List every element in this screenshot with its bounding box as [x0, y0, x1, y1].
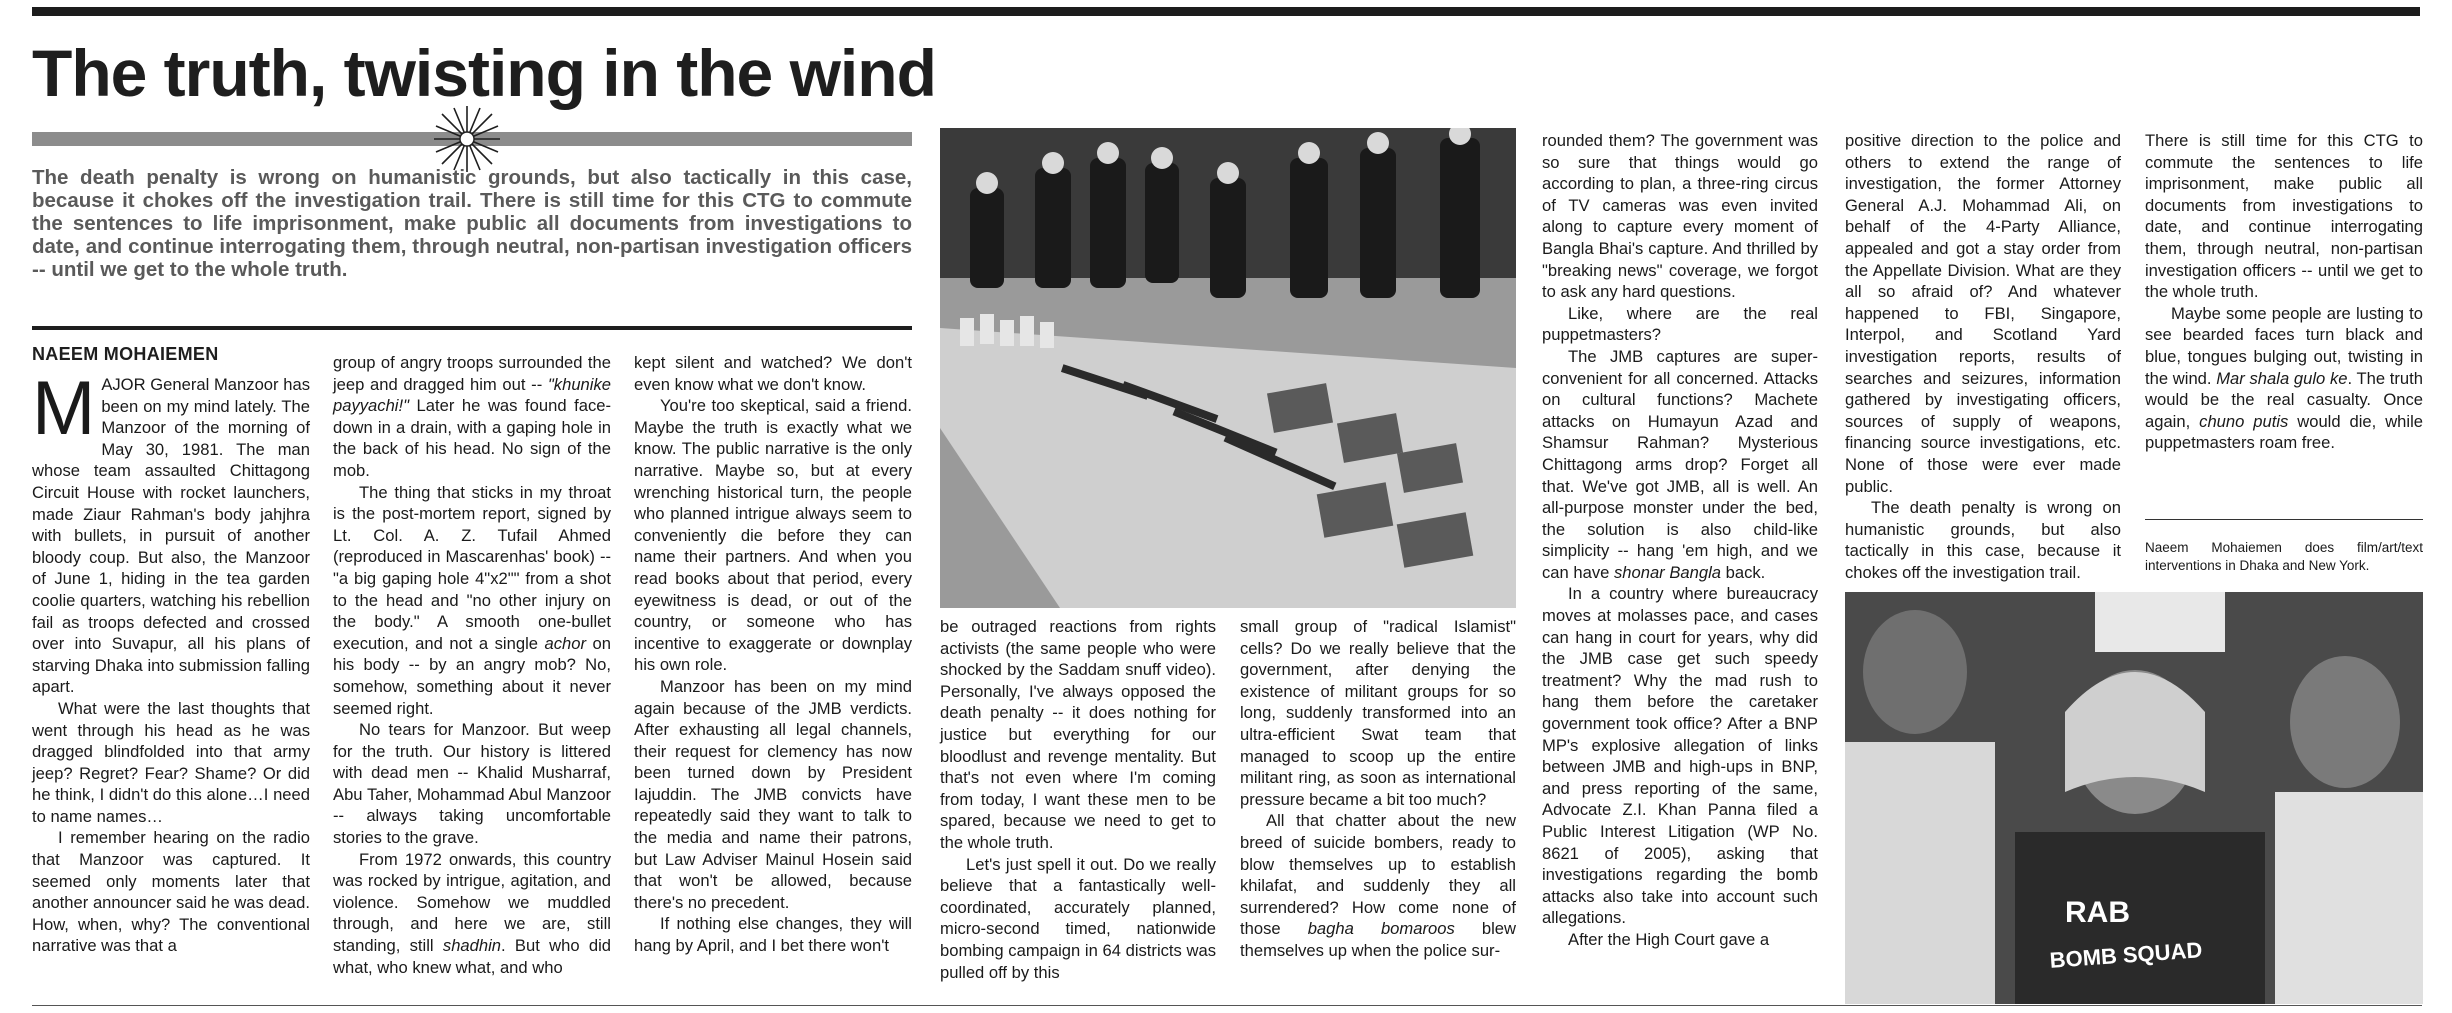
- top-rule: [32, 7, 2420, 16]
- paragraph: [333, 352, 611, 482]
- paragraph: The death penalty is wrong on humanistic grounds, but also tactically in this case, because it chokes off the investigation trail.: [1845, 498, 2121, 582]
- paragraph-text: back.: [1721, 562, 1766, 582]
- paragraph: [1240, 810, 1516, 961]
- paragraph: Manzoor has been on my mind again because of the JMB verdicts. After exhausting all legal channels, their request for clemency has now been turned down by President Iajuddin. The JMB convicts have repeatedly said they want to talk to the media and name their patrons, but Law Adviser Mainul Hosein said that won't be allowed, because there's no precedent.: [634, 676, 912, 912]
- paragraph: In a country where bureaucracy moves at molasses pace, and cases can hang in court for years, why did the JMB case get such speedy treatment? Why the mad rush to hang them before the caretaker government took office? After a BNP MP's explosive allegation of links between JMB and high-ups in BNP, and press reporting of the same, Advocate Z.I. Khan Panna filed a Public Interest Litigation (WP No. 8621 of 2005), asking that investigations regarding the bomb attacks also take into account such allegations.: [1542, 584, 1818, 928]
- paragraph: After the High Court gave a: [1568, 929, 1770, 949]
- credit-separator: [2145, 519, 2423, 520]
- paragraph-text: The thing that sticks in my throat is the post-mortem report, signed by Lt. Col. A. Z. Tufail Ahmed (reproduced in Mascarenhas' book) -- "a big gaping hole 4"x2"" from a shot to the head and "no other injury on the body." A smooth one-bullet execution, and not a single: [333, 482, 611, 653]
- suspect-escort-illustration: [1845, 592, 2423, 1004]
- paragraph-text: From 1972 onwards, this country was rocked by intrigue, agitation, and violence. Somehow we muddled through, and here we are, still standing, still: [333, 849, 611, 956]
- article-column-8: [2145, 130, 2423, 454]
- paragraph-text: blew themselves up when the police sur-: [1240, 919, 1516, 960]
- article-column-6: [1542, 130, 1818, 951]
- vest-label-rab: RAB: [2065, 896, 2130, 929]
- paragraph: You're too skeptical, said a friend. Maybe the truth is exactly what we know. The public narrative is the only narrative. Maybe so, but at every wrenching historical turn, the people who planned intrigue always seem to conveniently die before they can name their partners. And when you read books about that period, every eyewitness is dead, or out of the country, or someone who has incentive to exaggerate or downplay his own role.: [634, 396, 912, 675]
- italic-term: Mar shala gulo ke: [2216, 368, 2348, 388]
- paragraph: kept silent and watched? We don't even know what we don't know.: [634, 353, 912, 394]
- paragraph-text: on his body -- by an angry mob? No, somehow, something about it never seemed right.: [333, 633, 611, 718]
- italic-term: achor: [544, 633, 587, 653]
- paragraph-text: Later he was found face-down in a drain, with a gaping hole in the back of his head. No sign of the mob.: [333, 396, 611, 480]
- paragraph-text: would die, while puppetmasters roam free.: [2145, 411, 2424, 453]
- article-column-2: [333, 352, 611, 978]
- article-column-1: [32, 366, 310, 957]
- italic-term: chuno putis: [2199, 411, 2289, 431]
- bottom-rule: [32, 1005, 2422, 1006]
- paragraph: What were the last thoughts that went through his head as he was dragged blindfolded into that army jeep? Regret? Fear? Shame? Or did he think, I didn't do this alone…I need to name names…: [32, 698, 310, 826]
- headline: The truth, twisting in the wind: [32, 36, 936, 110]
- article-column-4: [940, 616, 1216, 983]
- article-column-5: [1240, 616, 1516, 962]
- deck-rule: [32, 326, 912, 330]
- article-column-3: [634, 352, 912, 957]
- paragraph-text: AJOR General Manzoor has been on my mind lately. The Manzoor of the morning of May 30, 1981. The man whose team assaulted Chittagong Circuit House with rocket launchers, made Ziaur Rahman's body jahjhra with bullets, in pursuit of another bloody coup. But also, the Manzoor of June 1, hiding in the tea garden coolie quarters, watching his rebellion fail as troops defected and crossed over into Suvapur, all his plans of starving Dhaka into submission falling apart.: [32, 375, 310, 697]
- paragraph: I remember hearing on the radio that Manzoor was captured. It seemed only moments later that another announcer said he was dead. How, when, why? The conventional narrative was that a: [32, 828, 310, 956]
- paragraph: No tears for Manzoor. But weep for the truth. Our history is littered with dead men -- Khalid Musharraf, Abu Taher, Mohammad Abul Manzoor -- always taking uncomfortable stories to the grave.: [333, 720, 611, 848]
- vest-label-bomb-squad: BOMB SQUAD: [2048, 937, 2204, 973]
- paragraph: be outraged reactions from rights activists (the same people who were shocked by the Saddam snuff video). Personally, I've always opposed the death penalty -- it does nothing for justice but everything for our bloodlust and revenge mentality. But that's not even where I'm coming from today, I want these men to be spared, because we need to get to the whole truth.: [940, 617, 1216, 852]
- starburst-icon: [432, 104, 502, 174]
- byline: NAEEM MOHAIEMEN: [32, 344, 219, 364]
- paragraph: If nothing else changes, they will hang by April, and I bet there won't: [634, 914, 912, 956]
- italic-term: bagha bomaroos: [1307, 919, 1455, 939]
- paragraph-text: Maybe some people are lusting to see bearded faces turn black and blue, tongues bulging out, twisting in the wind.: [2145, 303, 2423, 388]
- paragraph: small group of "radical Islamist" cells? Do we really believe that the government, after denying the existence of militant groups for so long, suddenly transformed into an ultra-efficient Swat team that managed to scoop up the entire militant ring, as soon as international pressure became a bit too much?: [1240, 617, 1516, 809]
- paragraph: rounded them? The government was so sure that things would go according to plan, a three-ring circus of TV cameras was even invited along to capture every moment of Bangla Bhai's capture. And thrilled by "breaking news" coverage, we forgot to ask any hard questions.: [1542, 131, 1818, 302]
- paragraph: There is still time for this CTG to commute the sentences to life imprisonment, make public all documents from investigations to date, and continue interrogating them, through neutral, non-partisan investigation officers -- until we get to the whole truth.: [2145, 131, 2423, 302]
- paragraph: [2145, 303, 2423, 454]
- author-credit: Naeem Mohaiemen does film/art/text interventions in Dhaka and New York.: [2145, 540, 2423, 573]
- paragraph: [333, 482, 611, 720]
- paragraph: [32, 366, 310, 698]
- seized-weapons-photo: [940, 128, 1516, 608]
- paragraph: [333, 849, 611, 979]
- article-column-7: [1845, 130, 2121, 583]
- italic-term: shonar Bangla: [1613, 562, 1721, 582]
- paragraph-text: . The truth would be the real casualty. Once again,: [2145, 368, 2423, 431]
- quote-italic: "khunike payyachi!": [333, 374, 611, 416]
- deck-summary: The death penalty is wrong on humanistic grounds, but also tactically in this case, because it chokes off the investigation trail. There is still time for this CTG to commute the sentences to life imprisonment, make public all documents from investigations to date, and continue interrogating them, through neutral, non-partisan investigation officers -- until we get to the whole truth.: [32, 166, 912, 281]
- paragraph-text: The JMB captures are super-convenient for all concerned. Attacks on cultural functions? Machete attacks on Humayun Azad and Shamsur Rahman? Mysterious Chittagong arms drop? Forget all that. We've got JMB, all is well. An all-purpose monster under the bed, the solution is also child-like simplicity -- hang 'em high, and we can have: [1542, 346, 1818, 582]
- suspect-escort-photo: [1845, 592, 2423, 1004]
- drop-cap: M: [32, 366, 96, 451]
- seized-weapons-illustration: [940, 128, 1516, 608]
- paragraph-text: . But who did what, who knew what, and who: [333, 936, 611, 977]
- paragraph-text: All that chatter about the new breed of suicide bombers, ready to blow themselves up to establish khilafat, and suddenly they all surrendered? How come none of those: [1240, 811, 1516, 939]
- paragraph: Let's just spell it out. Do we really believe that a fantastically well-coordinated, accurately planned, micro-second timed, nationwide bombing campaign in 64 districts was pulled off by this: [940, 854, 1216, 982]
- paragraph: [1542, 346, 1818, 584]
- paragraph: positive direction to the police and others to extend the range of investigation, the former Attorney General A.J. Mohammad Ali, on behalf of the 4-Party Alliance, appealed and got a stay order from the Appellate Division. What are they all so afraid of? And whatever happened to FBI, Singapore, Interpol, and Scotland Yard investigation reports, results of searches and seizures, information gathered by investigating officers, sources of supply of weapons, financing source investigations, etc. None of those were ever made public.: [1845, 131, 2121, 496]
- italic-term: shadhin: [442, 936, 502, 956]
- paragraph-text: group of angry troops surrounded the jeep and dragged him out --: [333, 353, 611, 394]
- paragraph: Like, where are the real puppetmasters?: [1542, 303, 1818, 345]
